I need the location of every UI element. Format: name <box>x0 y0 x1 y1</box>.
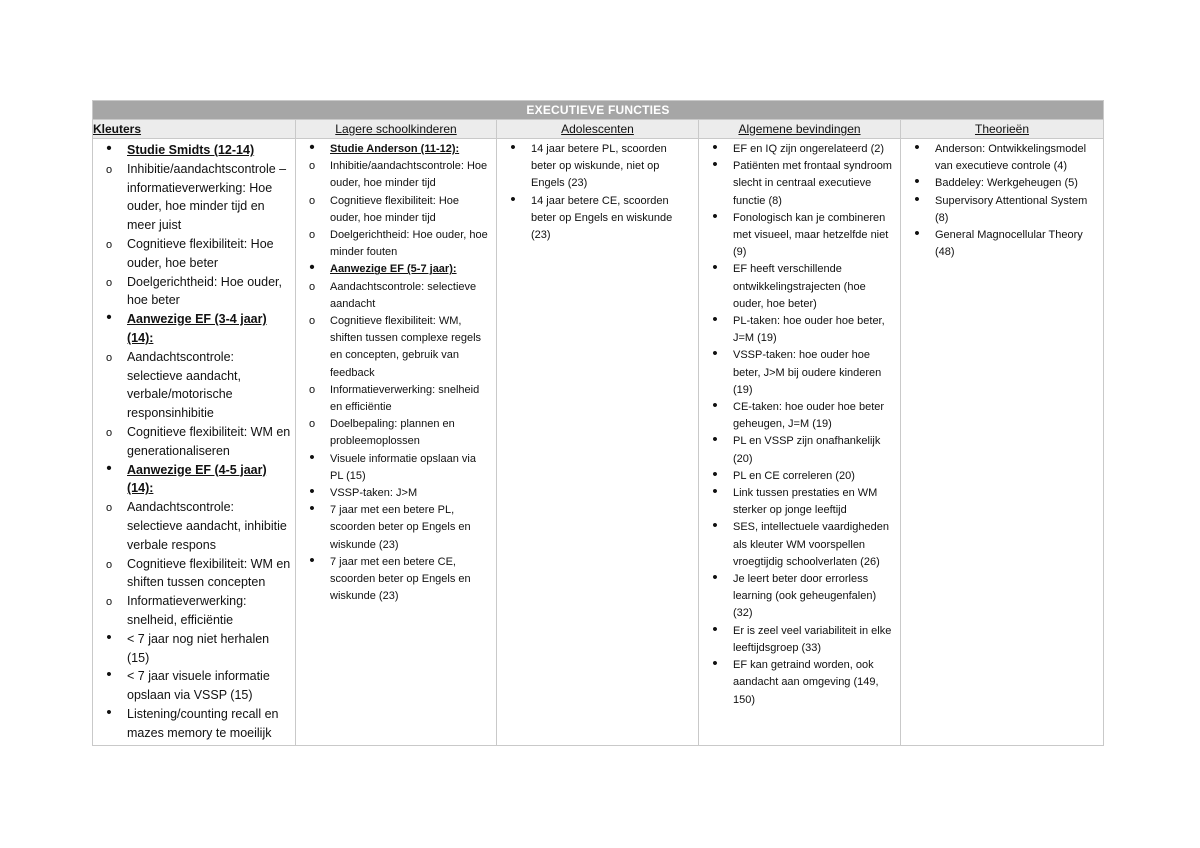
circle-bullet-icon <box>102 273 116 293</box>
list-item-text: PL en CE correleren (20) <box>733 469 855 482</box>
circle-bullet-icon <box>305 227 319 244</box>
list-item-text: Studie Anderson (11-12): <box>330 143 460 155</box>
bullet-icon <box>708 347 722 362</box>
list-item-text: Informatieverwerking: snelheid en efficiëntie <box>330 383 480 414</box>
bullet-icon <box>102 310 116 326</box>
list-item <box>93 235 291 273</box>
list-item <box>699 141 896 158</box>
bullet-icon <box>708 623 722 638</box>
circle-bullet-icon <box>305 158 319 175</box>
list-item <box>93 667 291 705</box>
list-item <box>93 160 291 235</box>
bullet-icon <box>910 141 924 156</box>
bullet-icon <box>305 451 319 466</box>
algemene-bevindingen-list <box>699 139 900 711</box>
circle-bullet-icon <box>305 193 319 210</box>
column-adolescenten <box>497 139 699 746</box>
column-lagere-schoolkinderen <box>296 139 497 746</box>
bullet-icon <box>708 313 722 328</box>
list-item-text: Cognitieve flexibiliteit: WM en generationaliseren <box>127 424 291 458</box>
list-item <box>296 416 492 450</box>
bullet-icon <box>102 461 116 477</box>
list-item-text: Supervisory Attentional System (8) <box>935 194 1088 224</box>
circle-bullet-icon <box>102 592 116 612</box>
list-item-text: Link tussen prestaties en WM sterker op jonge leeftijd <box>733 487 878 517</box>
circle-bullet-icon <box>305 313 319 330</box>
list-item-text: 14 jaar betere PL, scoorden beter op wiskunde, niet op Engels (23) <box>531 143 667 190</box>
bullet-icon <box>305 502 319 517</box>
list-item <box>699 519 896 571</box>
list-item-text: Je leert beter door errorless learning (ook geheugenfalen) (32) <box>733 573 877 620</box>
list-item <box>699 623 896 657</box>
column-header-adolescenten: Adolescenten <box>497 120 699 139</box>
list-item <box>296 554 492 606</box>
list-item-text: Baddeley: Werkgeheugen (5) <box>935 177 1078 190</box>
list-item-text: PL-taken: hoe ouder hoe beter, J=M (19) <box>733 315 885 345</box>
list-item-text: Aandachtscontrole: selectieve aandacht, inhibitie verbale respons <box>127 500 287 552</box>
bullet-icon <box>910 175 924 190</box>
list-item-text: Cognitieve flexibiliteit: WM, shiften tussen complexe regels en concepten, gebruik van feedback <box>330 315 482 379</box>
list-item <box>901 193 1099 227</box>
bullet-icon <box>102 667 116 683</box>
list-item <box>901 141 1099 175</box>
bullet-icon <box>708 158 722 173</box>
list-item <box>93 630 291 668</box>
circle-bullet-icon <box>102 423 116 443</box>
list-item-text: Patiënten met frontaal syndroom slecht in centraal executieve functie (8) <box>733 160 892 207</box>
list-item <box>93 555 291 593</box>
list-item <box>901 227 1099 261</box>
list-item-text: Studie Smidts (12-14) <box>127 143 255 157</box>
list-item <box>699 468 896 485</box>
bullet-icon <box>910 193 924 208</box>
list-item <box>296 279 492 313</box>
theorieen-list <box>901 139 1103 263</box>
list-heading <box>93 310 291 348</box>
list-item-text: CE-taken: hoe ouder hoe beter geheugen, J=M (19) <box>733 401 885 431</box>
list-heading <box>296 141 492 158</box>
list-item <box>296 227 492 261</box>
column-header-theorieen: Theorieën <box>901 120 1104 139</box>
list-item <box>296 502 492 554</box>
list-item <box>296 313 492 382</box>
table-title-row <box>93 101 1104 120</box>
list-item-text: Aanwezige EF (4-5 jaar) (14): <box>127 462 267 496</box>
list-item <box>93 592 291 630</box>
list-item <box>93 705 291 743</box>
list-item-text: Doelgerichtheid: Hoe ouder, hoe minder fouten <box>330 229 488 259</box>
list-item <box>93 498 291 554</box>
list-item <box>93 273 291 311</box>
list-heading <box>93 461 291 499</box>
executive-functions-table <box>92 100 1104 746</box>
list-item-text: Doelgerichtheid: Hoe ouder, hoe beter <box>127 274 282 308</box>
list-item-text: Aandachtscontrole: selectieve aandacht, verbale/motorische responsinhibitie <box>127 349 241 421</box>
list-heading <box>296 261 492 278</box>
list-heading <box>93 141 291 160</box>
list-item-text: Anderson: Ontwikkelingsmodel van executieve controle (4) <box>935 143 1087 173</box>
list-item <box>296 485 492 502</box>
bullet-icon <box>506 193 520 208</box>
list-item <box>699 485 896 519</box>
list-item <box>699 313 896 347</box>
circle-bullet-icon <box>305 279 319 296</box>
column-theorieen <box>901 139 1104 746</box>
bullet-icon <box>708 519 722 534</box>
list-item <box>296 193 492 227</box>
bullet-icon <box>102 141 116 157</box>
table-header-row <box>93 120 1104 139</box>
circle-bullet-icon <box>305 416 319 433</box>
list-item-text: Er is zeel veel variabiliteit in elke leeftijdsgroep (33) <box>733 624 892 654</box>
bullet-icon <box>708 468 722 483</box>
list-item <box>699 399 896 433</box>
list-item-text: Fonologisch kan je combineren met visueel, maar hetzelfde niet (9) <box>733 211 889 259</box>
bullet-icon <box>708 399 722 414</box>
list-item-text: Visuele informatie opslaan via PL (15) <box>330 452 476 482</box>
circle-bullet-icon <box>102 160 116 180</box>
list-item-text: < 7 jaar visuele informatie opslaan via VSSP (15) <box>127 669 270 703</box>
list-item <box>296 158 492 192</box>
list-item-text: Cognitieve flexibiliteit: Hoe ouder, hoe minder tijd <box>330 194 460 224</box>
bullet-icon <box>708 485 722 500</box>
bullet-icon <box>305 485 319 500</box>
list-item-text: EF heeft verschillende ontwikkelingstrajecten (hoe ouder, hoe beter) <box>733 263 866 310</box>
table-body-row <box>93 139 1104 746</box>
column-header-lagere-schoolkinderen: Lagere schoolkinderen <box>296 120 497 139</box>
list-item <box>296 451 492 485</box>
circle-bullet-icon <box>102 555 116 575</box>
list-item-text: Inhibitie/aandachtscontrole – informatieverwerking: Hoe ouder, hoe minder tijd en meer juist <box>127 161 287 233</box>
list-item <box>93 348 291 423</box>
list-item <box>699 210 896 262</box>
list-item <box>699 158 896 210</box>
bullet-icon <box>102 705 116 721</box>
list-item <box>93 423 291 461</box>
adolescenten-list <box>497 139 698 246</box>
circle-bullet-icon <box>305 382 319 399</box>
table-title: EXECUTIEVE FUNCTIES <box>93 101 1104 120</box>
list-item-text: Aanwezige EF (5-7 jaar): <box>330 263 457 276</box>
circle-bullet-icon <box>102 235 116 255</box>
bullet-icon <box>305 554 319 569</box>
list-item-text: Aanwezige EF (3-4 jaar) (14): <box>127 312 267 345</box>
list-item <box>901 175 1099 192</box>
list-item-text: EF en IQ zijn ongerelateerd (2) <box>733 143 885 155</box>
list-item-text: VSSP-taken: J>M <box>330 487 418 500</box>
list-item <box>699 571 896 623</box>
list-item-text: Aandachtscontrole: selectieve aandacht <box>330 280 477 310</box>
list-item-text: SES, intellectuele vaardigheden als kleuter WM voorspellen vroegtijdig schoolverlaten (26) <box>733 521 889 568</box>
circle-bullet-icon <box>102 348 116 368</box>
circle-bullet-icon <box>102 498 116 518</box>
bullet-icon <box>708 141 722 156</box>
bullet-icon <box>708 657 722 672</box>
column-kleuters <box>93 139 296 746</box>
column-algemene-bevindingen <box>699 139 901 746</box>
list-item-text: Cognitieve flexibiliteit: Hoe ouder, hoe beter <box>127 236 274 270</box>
list-item-text: General Magnocellular Theory (48) <box>935 229 1083 259</box>
list-item-text: Cognitieve flexibiliteit: WM en shiften tussen concepten <box>127 556 291 590</box>
list-item-text: Listening/counting recall en mazes memory te moeilijk <box>127 706 279 740</box>
list-item-text: EF kan getraind worden, ook aandacht aan omgeving (149, 150) <box>733 659 879 706</box>
list-item <box>497 193 694 245</box>
column-header-kleuters: Kleuters <box>93 120 296 139</box>
list-item-text: 14 jaar betere CE, scoorden beter op Engels en wiskunde (23) <box>531 194 673 242</box>
bullet-icon <box>708 210 722 225</box>
bullet-icon <box>910 227 924 242</box>
list-item <box>699 261 896 313</box>
list-item <box>699 657 896 709</box>
bullet-icon <box>708 433 722 448</box>
lagere-schoolkinderen-list <box>296 139 496 607</box>
bullet-icon <box>708 571 722 586</box>
list-item-text: 7 jaar met een betere PL, scoorden beter op Engels en wiskunde (23) <box>330 504 471 551</box>
bullet-icon <box>305 261 319 276</box>
column-header-algemene-bevindingen: Algemene bevindingen <box>699 120 901 139</box>
list-item-text: PL en VSSP zijn onafhankelijk (20) <box>733 435 881 465</box>
bullet-icon <box>102 630 116 646</box>
list-item-text: 7 jaar met een betere CE, scoorden beter op Engels en wiskunde (23) <box>330 555 471 603</box>
list-item-text: VSSP-taken: hoe ouder hoe beter, J>M bij oudere kinderen (19) <box>733 349 882 396</box>
list-item <box>497 141 694 193</box>
kleuters-list <box>93 139 295 745</box>
list-item-text: Inhibitie/aandachtscontrole: Hoe ouder, hoe minder tijd <box>330 160 488 190</box>
bullet-icon <box>506 141 520 156</box>
list-item <box>296 382 492 416</box>
list-item-text: < 7 jaar nog niet herhalen (15) <box>127 631 270 665</box>
list-item-text: Doelbepaling: plannen en probleemoplossen <box>330 418 455 448</box>
list-item <box>699 433 896 467</box>
list-item-text: Informatieverwerking: snelheid, efficiëntie <box>127 594 247 627</box>
list-item <box>699 347 896 399</box>
bullet-icon <box>305 141 319 156</box>
bullet-icon <box>708 261 722 276</box>
